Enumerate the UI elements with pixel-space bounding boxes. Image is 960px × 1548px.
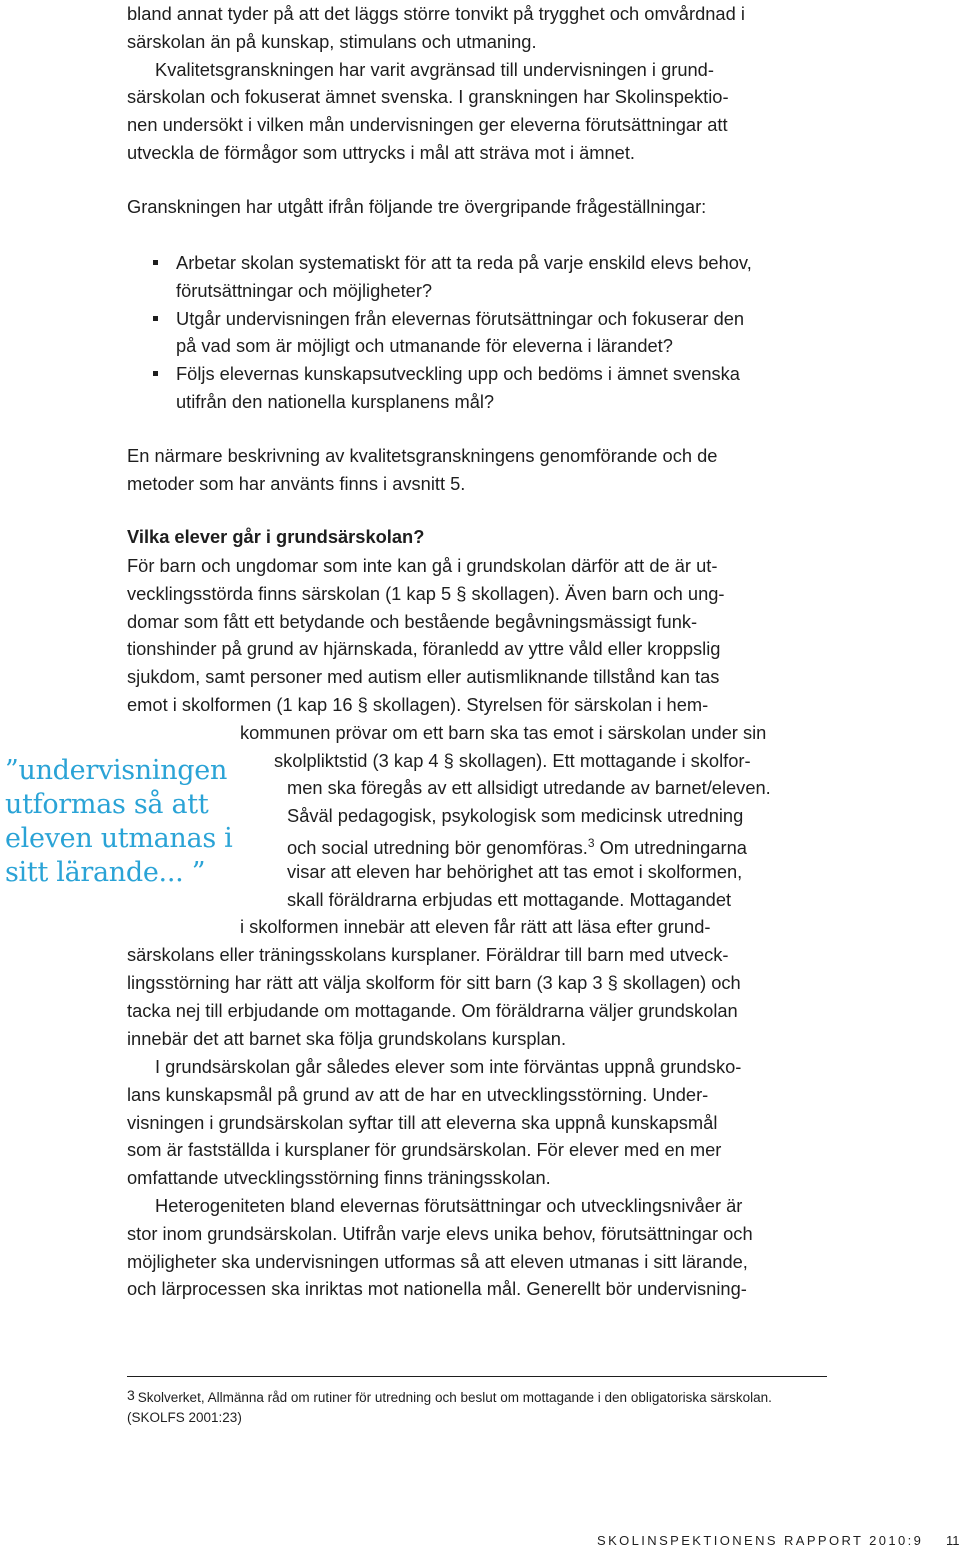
text-line: I grundsärskolan går således elever som inte förväntas uppnå grundsko-	[155, 1056, 742, 1077]
footnote-number: 3	[127, 1387, 135, 1403]
text-line: på vad som är möjligt och utmanande för eleverna i lärandet?	[176, 335, 673, 357]
text-line: tacka nej till erbjudande om mottagande. Om föräldrarna väljer grundskolan	[127, 999, 738, 1021]
text-line: Arbetar skolan systematiskt för att ta reda på varje enskild elevs behov,	[176, 252, 752, 273]
text-line: vecklingsstörda finns särskolan (1 kap 5 § skollagen). Även barn och ung-	[127, 582, 725, 604]
list-item	[147, 305, 752, 361]
text-line: sjukdom, samt personer med autism eller autismliknande tillstånd kan tas	[127, 666, 720, 688]
pull-quote	[5, 754, 245, 890]
text-line: visar att eleven har behörighet att tas emot i skolformen,	[287, 860, 743, 882]
text-line: särskolans eller träningsskolans kursplaner. Föräldrar till barn med utveck-	[127, 944, 729, 966]
body-paragraph-b	[127, 1053, 741, 1192]
text-line: tionshinder på grund av hjärnskada, föranledd av yttre våld eller kroppslig	[127, 638, 721, 660]
quote-line: utformas så att	[5, 789, 209, 820]
text-line: lingsstörning har rätt att välja skolform för sitt barn (3 kap 3 § skollagen) och	[127, 971, 741, 993]
quote-line: sitt lärande... ”	[5, 857, 206, 888]
text-line: Heterogeniteten bland elevernas förutsättningar och utvecklingsnivåer är	[155, 1195, 743, 1216]
text-line: kommunen prövar om ett barn ska tas emot i särskolan under sin	[240, 721, 767, 743]
text-line: Följs elevernas kunskapsutveckling upp och bedöms i ämnet svenska	[176, 363, 740, 385]
text-line: lans kunskapsmål på grund av att de har en utvecklingsstörning. Under-	[127, 1083, 709, 1105]
footnote	[127, 1385, 772, 1428]
text-line: nen undersökt i vilken mån undervisningen ger eleverna förutsättningar att	[127, 114, 728, 136]
quote-line: eleven utmanas i	[5, 823, 233, 854]
text-line: bland annat tyder på att det läggs större tonvikt på trygghet och omvårdnad i	[127, 3, 745, 24]
text-line: förutsättningar och möjligheter?	[176, 279, 433, 301]
text-line: skolpliktstid (3 kap 4 § skollagen). Ett mottagande i skolfor-	[274, 749, 751, 771]
list-item	[147, 360, 752, 416]
text-line: Kvalitetsgranskningen har varit avgränsad till undervisningen i grund-	[155, 58, 714, 80]
bullet-icon	[153, 371, 158, 376]
text-line: Såväl pedagogisk, psykologisk som medicinsk utredning	[287, 805, 744, 827]
text-line: För barn och ungdomar som inte kan gå i grundskolan därför att de är ut-	[127, 555, 718, 576]
quote-line: ”undervisningen	[5, 755, 228, 786]
bullet-icon	[153, 260, 158, 265]
text-line: möjligheter ska undervisningen utformas så att eleven utmanas i sitt lärande,	[127, 1250, 748, 1272]
text-line: utifrån den nationella kursplanens mål?	[176, 390, 495, 412]
text-line: men ska föregås av ett allsidigt utredande av barnet/eleven.	[287, 777, 771, 799]
text-line: utveckla de förmågor som uttrycks i mål att sträva mot i ämnet.	[127, 141, 635, 163]
footnote-line: (SKOLFS 2001:23)	[127, 1410, 242, 1425]
text-line: i skolformen innebär att eleven får rätt att läsa efter grund-	[240, 916, 711, 938]
bullet-icon	[153, 316, 158, 321]
page-number: 11	[946, 1533, 960, 1548]
intro-paragraph	[127, 0, 745, 167]
text-line: Utgår undervisningen från elevernas förutsättningar och fokuserar den	[176, 307, 745, 329]
text-line: metoder som har använts finns i avsnitt 5.	[127, 472, 466, 494]
footnote-reference[interactable]: 3	[587, 835, 595, 850]
text-line: stor inom grundsärskolan. Utifrån varje elevs unika behov, förutsättningar och	[127, 1222, 753, 1244]
footnote-divider	[127, 1376, 827, 1377]
text-line: innebär det att barnet ska följa grundskolans kursplan.	[127, 1027, 567, 1049]
footnote-line	[127, 1385, 772, 1408]
section-heading: Vilka elever går i grundsärskolan?	[127, 526, 425, 547]
running-footer: SKOLINSPEKTIONENS RAPPORT 2010:9	[597, 1533, 924, 1548]
text-line: Granskningen har utgått ifrån följande tre övergripande frågeställningar:	[127, 196, 707, 217]
text-line: En närmare beskrivning av kvalitetsgranskningens genomförande och de	[127, 445, 718, 466]
questions-intro	[127, 193, 706, 221]
text-fragment: Om utredningarna	[594, 836, 747, 858]
text-line: särskolan och fokuserat ämnet svenska. I granskningen har Skolinspektio-	[127, 86, 729, 108]
question-list	[147, 249, 752, 416]
text-line: som är fastställda i kursplaner för grundsärskolan. För elever med en mer	[127, 1139, 722, 1161]
text-line: visningen i grundsärskolan syftar till att eleverna ska uppnå kunskapsmål	[127, 1111, 718, 1133]
list-item	[147, 249, 752, 305]
text-line: särskolan än på kunskap, stimulans och utmaning.	[127, 30, 537, 52]
text-line: domar som fått ett betydande och bestående begåvningsmässigt funk-	[127, 610, 698, 632]
text-fragment: och social utredning bör genomföras.	[287, 836, 588, 858]
text-line: emot i skolformen (1 kap 16 § skollagen). Styrelsen för särskolan i hem-	[127, 693, 709, 715]
method-paragraph	[127, 442, 717, 498]
text-line: skall föräldrarna erbjudas ett mottagande. Mottagandet	[287, 888, 732, 910]
text-line: och lärprocessen ska inriktas mot nationella mål. Generellt bör undervisning-	[127, 1278, 747, 1300]
footnote-text: Skolverket, Allmänna råd om rutiner för utredning och beslut om mottagande i den obligatoriska särskolan.	[137, 1390, 772, 1405]
body-paragraph-c	[127, 1192, 753, 1303]
text-line: omfattande utvecklingsstörning finns träningsskolan.	[127, 1167, 551, 1189]
